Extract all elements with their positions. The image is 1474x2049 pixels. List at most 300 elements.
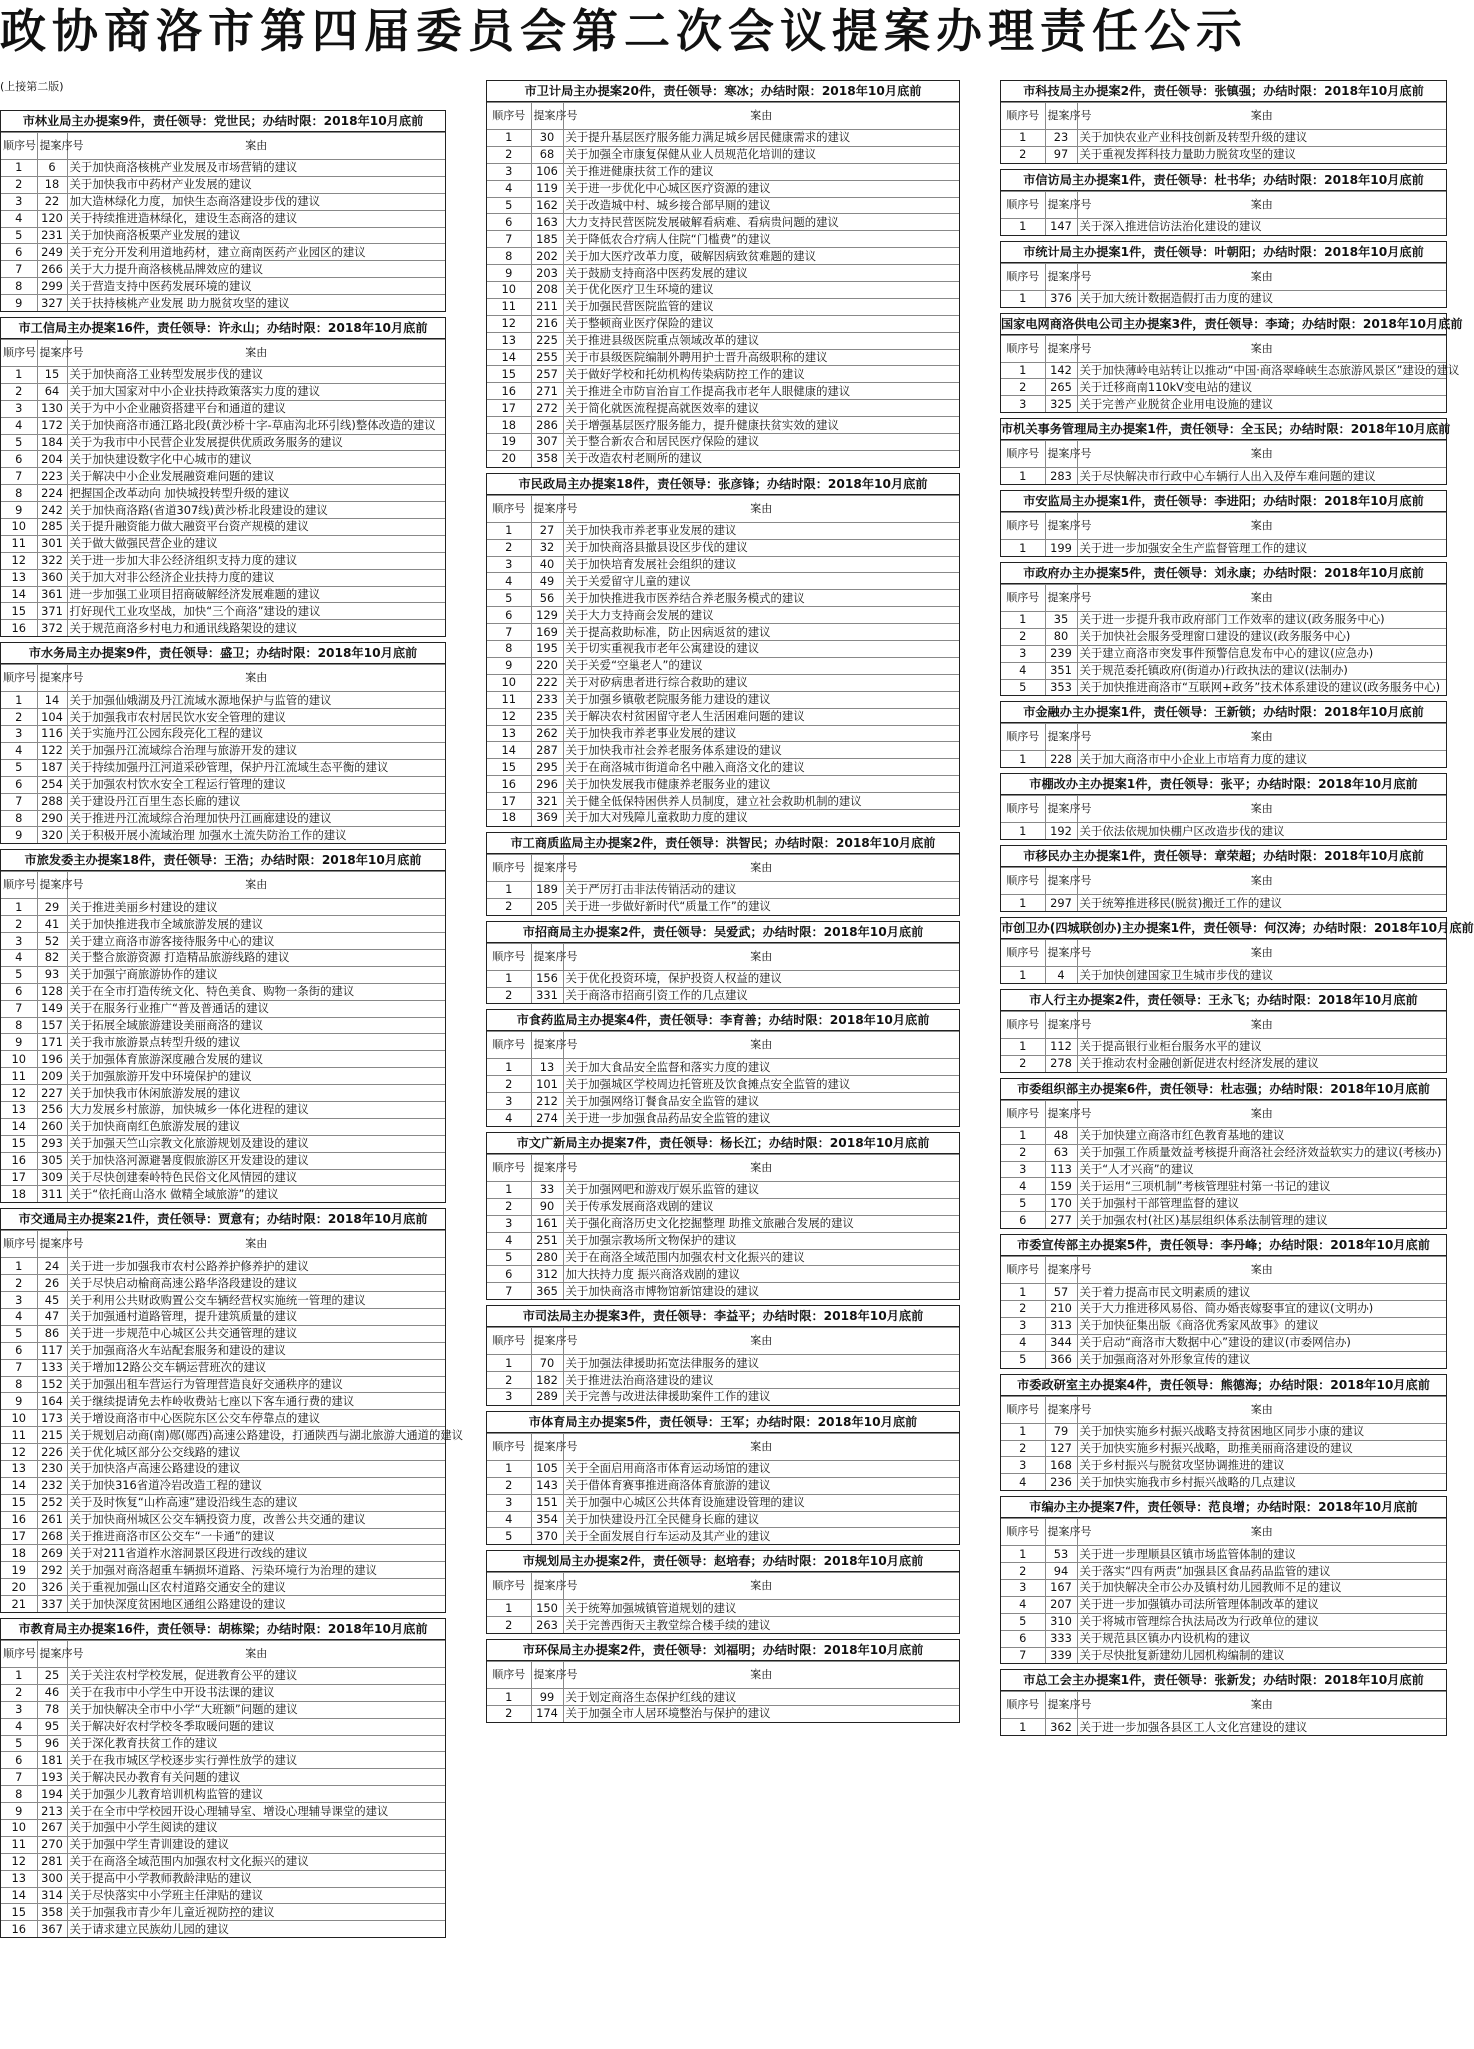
block-header: 市教育局主办提案16件，责任领导：胡栋梁；办结时限：2018年10月底前: [1, 1619, 445, 1640]
header-proposal-no: 提案序号: [37, 872, 67, 899]
row-seq: 1: [1001, 290, 1045, 306]
row-proposal-no: 151: [531, 1494, 563, 1511]
row-case: 关于加快社会服务受理窗口建设的建议(政务服务中心): [1077, 628, 1446, 645]
row-proposal-no: 204: [37, 451, 67, 468]
row-seq: 12: [1, 1853, 37, 1870]
row-case: 关于重视发挥科技力量助力脱贫攻坚的建议: [1077, 146, 1446, 162]
table-row: [1, 227, 445, 244]
row-case: 关于重视加强山区农村道路交通安全的建议: [67, 1579, 445, 1596]
table-row: [487, 590, 959, 607]
row-case: 关于建立商洛市突发事件预警信息发布中心的建议(应急办): [1077, 645, 1446, 662]
header-seq: 顺序号: [487, 495, 531, 522]
row-case: 关于加快商洛市博物馆新馆建设的建议: [563, 1283, 959, 1299]
row-case: 关于加强对商洛超重车辆损坏道路、污染环境行为治理的建议: [67, 1562, 445, 1579]
row-case: 关于完善产业脱贫企业用电设施的建议: [1077, 396, 1446, 412]
table-header-row: [1, 133, 445, 160]
proposal-block: [1000, 1669, 1447, 1736]
row-proposal-no: 184: [37, 434, 67, 451]
row-case: 关于加快我市养老事业发展的建议: [563, 522, 959, 539]
block-header: 市司法局主办提案3件，责任领导：李益平；办结时限：2018年10月底前: [487, 1306, 959, 1327]
table-row: [487, 315, 959, 332]
table-row: [1001, 290, 1446, 306]
proposal-table: [487, 495, 959, 826]
header-case: 案由: [563, 103, 959, 130]
header-seq: 顺序号: [1001, 1100, 1045, 1127]
row-seq: 1: [1, 692, 37, 709]
header-proposal-no: 提案序号: [37, 340, 67, 367]
row-seq: 12: [487, 708, 531, 725]
proposal-block: [1000, 917, 1474, 984]
row-seq: 3: [1001, 1161, 1045, 1178]
row-case: 关于尽快落实中小学班主任津贴的建议: [67, 1887, 445, 1904]
table-row: [1, 1101, 445, 1118]
row-proposal-no: 242: [37, 502, 67, 519]
header-seq: 顺序号: [1001, 335, 1045, 362]
row-proposal-no: 333: [1045, 1630, 1077, 1647]
row-case: 关于对矽病患者进行综合救助的建议: [563, 674, 959, 691]
row-case: 关于“依托商山洛水 做精全域旅游”的建议: [67, 1186, 445, 1202]
table-row: [487, 624, 959, 641]
row-seq: 9: [487, 657, 531, 674]
table-header-row: [1001, 585, 1446, 612]
proposal-table: [1001, 867, 1446, 911]
header-seq: 顺序号: [1, 1231, 37, 1258]
row-proposal-no: 227: [37, 1085, 67, 1102]
table-row: [1, 1275, 445, 1292]
table-row: [487, 450, 959, 466]
table-row: [1001, 1546, 1446, 1563]
row-seq: 1: [487, 1181, 531, 1198]
row-case: 关于进一步加强各县区工人文化宫建设的建议: [1077, 1719, 1446, 1735]
row-proposal-no: 152: [37, 1376, 67, 1393]
table-row: [1, 552, 445, 569]
block-header: 市安监局主办提案1件，责任领导：李进阳；办结时限：2018年10月底前: [1001, 491, 1446, 512]
row-seq: 2: [487, 1372, 531, 1389]
table-row: [1, 1562, 445, 1579]
table-row: [1, 933, 445, 950]
header-seq: 顺序号: [1001, 796, 1045, 823]
proposal-block: [1000, 1374, 1447, 1492]
table-row: [1, 1308, 445, 1325]
row-seq: 14: [1, 1477, 37, 1494]
proposal-table: [1001, 1256, 1446, 1367]
header-case: 案由: [67, 1641, 445, 1668]
row-proposal-no: 30: [531, 130, 563, 147]
row-proposal-no: 210: [1045, 1301, 1077, 1318]
table-row: [1, 949, 445, 966]
table-row: [487, 1689, 959, 1706]
row-seq: 16: [487, 383, 531, 400]
row-case: 关于优化医疗卫生环境的建议: [563, 282, 959, 299]
table-row: [487, 776, 959, 793]
block-header: 市委组织部主办提案6件，责任领导：杜志强；办结时限：2018年10月底前: [1001, 1079, 1446, 1100]
row-case: 关于进一步规范中心城区公共交通管理的建议: [67, 1325, 445, 1342]
row-seq: 21: [1, 1596, 37, 1612]
header-case: 案由: [1077, 103, 1446, 130]
proposal-block: [486, 1132, 960, 1300]
row-proposal-no: 157: [37, 1017, 67, 1034]
header-proposal-no: 提案序号: [531, 854, 563, 881]
row-proposal-no: 22: [37, 193, 67, 210]
table-row: [1001, 1334, 1446, 1351]
table-row: [1, 417, 445, 434]
row-proposal-no: 99: [531, 1689, 563, 1706]
proposal-block: [486, 1639, 960, 1723]
table-row: [1, 916, 445, 933]
table-row: [1, 434, 445, 451]
table-header-row: [1001, 513, 1446, 540]
row-case: 关于加强网络订餐食品安全监管的建议: [563, 1093, 959, 1110]
row-case: 关于加快农业产业科技创新及转型升级的建议: [1077, 130, 1446, 147]
proposal-block: [1000, 989, 1447, 1073]
table-row: [487, 987, 959, 1003]
row-case: 关于加快商洛县撤县设区步伐的建议: [563, 539, 959, 556]
row-proposal-no: 128: [37, 983, 67, 1000]
row-case: 关于优化城区部分公交线路的建议: [67, 1444, 445, 1461]
row-proposal-no: 300: [37, 1870, 67, 1887]
row-case: 关于解决好农村学校冬季取暖问题的建议: [67, 1718, 445, 1735]
row-seq: 11: [487, 298, 531, 315]
row-case: 关于落实“四有两责”加强县区食品药品监管的建议: [1077, 1563, 1446, 1580]
table-row: [1, 810, 445, 827]
row-seq: 1: [487, 522, 531, 539]
table-row: [487, 146, 959, 163]
header-seq: 顺序号: [487, 103, 531, 130]
row-seq: 8: [1, 1376, 37, 1393]
row-proposal-no: 41: [37, 916, 67, 933]
table-row: [487, 130, 959, 147]
row-seq: 5: [1, 434, 37, 451]
row-proposal-no: 182: [531, 1372, 563, 1389]
row-case: 加大扶持力度 振兴商洛戏剧的建议: [563, 1266, 959, 1283]
table-row: [487, 1181, 959, 1198]
row-case: 关于进一步做好新时代“质量工作”的建议: [563, 898, 959, 914]
table-row: [1001, 1178, 1446, 1195]
table-row: [1, 1596, 445, 1612]
proposal-table: [1001, 1691, 1446, 1735]
row-proposal-no: 45: [37, 1292, 67, 1309]
row-seq: 7: [1, 1769, 37, 1786]
row-seq: 16: [487, 776, 531, 793]
row-proposal-no: 78: [37, 1701, 67, 1718]
row-case: 关于加快洛河源避暑度假旅游区开发建设的建议: [67, 1152, 445, 1169]
row-case: 关于加大商洛市中小企业上市培育力度的建议: [1077, 751, 1446, 767]
row-seq: 6: [1, 1752, 37, 1769]
row-seq: 1: [1001, 218, 1045, 234]
table-row: [1, 193, 445, 210]
row-case: 关于规范委托镇政府(街道办)行政执法的建议(法制办): [1077, 662, 1446, 679]
proposal-block: [1000, 80, 1447, 164]
row-case: 关于营造支持中医药发展环境的建议: [67, 278, 445, 295]
row-case: 关于加快解决全市中小学“大班额”问题的建议: [67, 1701, 445, 1718]
row-proposal-no: 297: [1045, 895, 1077, 911]
proposal-table: [1, 1640, 445, 1937]
table-row: [487, 1249, 959, 1266]
row-proposal-no: 311: [37, 1186, 67, 1202]
row-case: 关于全面发展自行车运动及其产业的建议: [563, 1528, 959, 1544]
row-proposal-no: 106: [531, 163, 563, 180]
header-case: 案由: [1077, 513, 1446, 540]
row-proposal-no: 369: [531, 809, 563, 825]
row-proposal-no: 269: [37, 1545, 67, 1562]
row-case: 关于加大对非公经济企业扶持力度的建议: [67, 569, 445, 586]
table-row: [1001, 895, 1446, 911]
row-case: 关于加大统计数据造假打击力度的建议: [1077, 290, 1446, 306]
row-seq: 1: [1001, 823, 1045, 839]
row-proposal-no: 372: [37, 620, 67, 636]
table-row: [1001, 468, 1446, 484]
row-seq: 1: [1001, 1546, 1045, 1563]
row-seq: 2: [487, 1706, 531, 1722]
row-seq: 8: [487, 248, 531, 265]
row-seq: 1: [1, 1258, 37, 1275]
row-case: 关于在全市中学校园开设心理辅导室、增设心理辅导课堂的建议: [67, 1803, 445, 1820]
row-case: 关于整顿商业医疗保险的建议: [563, 315, 959, 332]
header-seq: 顺序号: [1, 340, 37, 367]
row-seq: 13: [1, 569, 37, 586]
row-proposal-no: 195: [531, 641, 563, 658]
row-seq: 2: [1001, 628, 1045, 645]
proposal-table: [1001, 1518, 1446, 1663]
row-case: 关于加快商洛板栗产业发展的建议: [67, 227, 445, 244]
header-seq: 顺序号: [487, 1328, 531, 1355]
row-case: 关于加快商南红色旅游发展的建议: [67, 1118, 445, 1135]
table-row: [487, 1372, 959, 1389]
block-header: 市食药监局主办提案4件，责任领导：李育善；办结时限：2018年10月底前: [487, 1010, 959, 1031]
row-proposal-no: 48: [1045, 1127, 1077, 1144]
row-case: 关于提升融资能力做大融资平台资产规模的建议: [67, 519, 445, 536]
header-proposal-no: 提案序号: [1045, 1519, 1077, 1546]
row-proposal-no: 205: [531, 898, 563, 914]
table-row: [1001, 540, 1446, 556]
row-seq: 9: [1, 1803, 37, 1820]
row-seq: 4: [1, 949, 37, 966]
table-header-row: [1, 340, 445, 367]
block-header: 市林业局主办提案9件，责任领导：党世民；办结时限：2018年10月底前: [1, 111, 445, 132]
row-case: 关于加强网吧和游戏厅娱乐监管的建议: [563, 1181, 959, 1198]
table-header-row: [1001, 1012, 1446, 1039]
header-proposal-no: 提案序号: [1045, 1396, 1077, 1423]
row-seq: 10: [487, 674, 531, 691]
table-row: [1, 1786, 445, 1803]
header-seq: 顺序号: [1, 872, 37, 899]
row-case: 关于推进商洛市区公交车“一卡通”的建议: [67, 1528, 445, 1545]
row-proposal-no: 231: [37, 227, 67, 244]
table-row: [1, 1258, 445, 1275]
row-proposal-no: 57: [1045, 1284, 1077, 1301]
table-row: [1001, 612, 1446, 629]
header-seq: 顺序号: [1001, 441, 1045, 468]
row-seq: 17: [487, 400, 531, 417]
row-case: 关于建设丹江百里生态长廊的建议: [67, 793, 445, 810]
row-case: 关于统筹加强城镇管道规划的建议: [563, 1600, 959, 1617]
table-row: [1, 1135, 445, 1152]
row-proposal-no: 171: [37, 1034, 67, 1051]
table-row: [487, 1059, 959, 1076]
row-case: 关于鼓励支持商洛中医药发展的建议: [563, 265, 959, 282]
row-case: 关于加强少儿教育培训机构监管的建议: [67, 1786, 445, 1803]
header-seq: 顺序号: [487, 1433, 531, 1460]
table-row: [1, 1068, 445, 1085]
row-seq: 15: [1, 603, 37, 620]
row-seq: 4: [487, 1232, 531, 1249]
row-proposal-no: 252: [37, 1494, 67, 1511]
table-row: [1001, 823, 1446, 839]
row-case: 关于加快我市中药材产业发展的建议: [67, 176, 445, 193]
row-proposal-no: 49: [531, 573, 563, 590]
table-row: [1, 1342, 445, 1359]
row-seq: 4: [1001, 1474, 1045, 1490]
row-seq: 18: [487, 809, 531, 825]
row-seq: 4: [1001, 1596, 1045, 1613]
row-seq: 3: [487, 163, 531, 180]
proposal-table: [1001, 102, 1446, 163]
row-proposal-no: 101: [531, 1076, 563, 1093]
row-seq: 3: [1, 193, 37, 210]
proposal-table: [1001, 512, 1446, 556]
table-row: [1, 1853, 445, 1870]
block-header: 市金融办主办提案1件，责任领导：王新锁；办结时限：2018年10月底前: [1001, 702, 1446, 723]
row-case: 关于简化就医流程提高就医效率的建议: [563, 400, 959, 417]
row-case: 关于加强中小学生阅读的建议: [67, 1820, 445, 1837]
table-row: [487, 522, 959, 539]
table-header-row: [1001, 1396, 1446, 1423]
block-header: 市规划局主办提案2件，责任领导：赵培春；办结时限：2018年10月底前: [487, 1551, 959, 1572]
row-seq: 6: [487, 214, 531, 231]
header-case: 案由: [563, 1662, 959, 1689]
row-seq: 10: [1, 1410, 37, 1427]
row-seq: 14: [487, 349, 531, 366]
row-proposal-no: 189: [531, 881, 563, 898]
row-case: 关于进一步理顺县区镇市场监管体制的建议: [1077, 1546, 1446, 1563]
table-row: [1, 726, 445, 743]
row-proposal-no: 320: [37, 827, 67, 843]
row-seq: 15: [487, 759, 531, 776]
table-row: [1, 1904, 445, 1921]
table-row: [1, 1735, 445, 1752]
row-case: 关于加强仙娥湖及丹江流域水源地保护与监管的建议: [67, 692, 445, 709]
row-proposal-no: 232: [37, 1477, 67, 1494]
header-proposal-no: 提案序号: [531, 1573, 563, 1600]
table-row: [1, 1359, 445, 1376]
row-case: 关于加快商洛路(省道307线)黄沙桥北段建设的建议: [67, 502, 445, 519]
table-row: [1001, 1423, 1446, 1440]
row-proposal-no: 142: [1045, 362, 1077, 379]
row-case: 关于迁移商南110kV变电站的建议: [1077, 379, 1446, 396]
row-proposal-no: 358: [37, 1904, 67, 1921]
row-case: 进一步加强工业项目招商破解经济发展难题的建议: [67, 586, 445, 603]
row-proposal-no: 127: [1045, 1440, 1077, 1457]
row-proposal-no: 52: [37, 933, 67, 950]
table-row: [1001, 1039, 1446, 1056]
row-seq: 1: [1001, 1127, 1045, 1144]
row-seq: 20: [1, 1579, 37, 1596]
row-seq: 3: [487, 556, 531, 573]
row-case: 关于加强农村(社区)基层组织体系法制管理的建议: [1077, 1212, 1446, 1228]
row-proposal-no: 29: [37, 899, 67, 916]
row-case: 打好现代工业攻坚战，加快“三个商洛”建设的建议: [67, 603, 445, 620]
row-case: 关于解决民办教育有关问题的建议: [67, 1769, 445, 1786]
table-row: [1, 569, 445, 586]
row-case: 关于推动农村金融创新促进农村经济发展的建议: [1077, 1055, 1446, 1071]
row-case: 关于持续推进造林绿化，建设生态商洛的建议: [67, 210, 445, 227]
header-seq: 顺序号: [1001, 1519, 1045, 1546]
row-proposal-no: 4: [1045, 967, 1077, 983]
row-case: 关于切实重视我市老年公寓建设的建议: [563, 641, 959, 658]
row-seq: 6: [1001, 1630, 1045, 1647]
table-row: [487, 1355, 959, 1372]
row-proposal-no: 358: [531, 450, 563, 466]
header-case: 案由: [563, 1032, 959, 1059]
row-case: 关于加强出租车营运行为管理营造良好交通秩序的建议: [67, 1376, 445, 1393]
row-case: 关于做大做强民营企业的建议: [67, 535, 445, 552]
table-row: [487, 1460, 959, 1477]
table-row: [487, 1494, 959, 1511]
row-case: 关于请求建立民族幼儿园的建议: [67, 1921, 445, 1937]
table-row: [487, 657, 959, 674]
row-seq: 15: [1, 1135, 37, 1152]
row-proposal-no: 322: [37, 552, 67, 569]
proposal-table: [487, 1327, 959, 1405]
block-header: 市体育局主办提案5件，责任领导：王军；办结时限：2018年10月底前: [487, 1412, 959, 1433]
row-seq: 14: [487, 742, 531, 759]
table-header-row: [487, 854, 959, 881]
row-case: 关于尽快创建秦岭特色民俗文化风情园的建议: [67, 1169, 445, 1186]
table-row: [1, 983, 445, 1000]
row-seq: 13: [1, 1461, 37, 1478]
row-seq: 11: [487, 691, 531, 708]
row-seq: 3: [487, 1494, 531, 1511]
header-seq: 顺序号: [1001, 1012, 1045, 1039]
proposal-table: [1001, 795, 1446, 839]
table-row: [1, 1186, 445, 1202]
row-case: 关于全面启用商洛市体育运动场馆的建议: [563, 1460, 959, 1477]
row-proposal-no: 97: [1045, 146, 1077, 162]
row-case: 关于推进健康扶贫工作的建议: [563, 163, 959, 180]
proposal-block: [0, 849, 446, 1203]
header-proposal-no: 提案序号: [1045, 513, 1077, 540]
table-row: [1001, 751, 1446, 767]
row-seq: 18: [487, 417, 531, 434]
row-proposal-no: 70: [531, 1355, 563, 1372]
header-case: 案由: [563, 495, 959, 522]
row-seq: 1: [1001, 1423, 1045, 1440]
row-case: 关于加快发展我市健康养老服务业的建议: [563, 776, 959, 793]
row-case: 关于在商洛城市街道命名中融入商洛文化的建议: [563, 759, 959, 776]
table-row: [1, 1528, 445, 1545]
row-seq: 7: [1, 793, 37, 810]
row-case: 关于对211省道柞水溶洞景区段进行改线的建议: [67, 1545, 445, 1562]
row-case: 关于市县级医院编制外聘用护士晋升高级职称的建议: [563, 349, 959, 366]
block-header: 市环保局主办提案2件，责任领导：刘福明；办结时限：2018年10月底前: [487, 1640, 959, 1661]
row-seq: 1: [1001, 967, 1045, 983]
table-row: [487, 180, 959, 197]
table-row: [487, 298, 959, 315]
row-case: 关于统筹推进移民(脱贫)搬迁工作的建议: [1077, 895, 1446, 911]
table-header-row: [487, 1433, 959, 1460]
header-seq: 顺序号: [1001, 103, 1045, 130]
row-proposal-no: 162: [531, 197, 563, 214]
row-seq: 8: [1, 1017, 37, 1034]
row-proposal-no: 47: [37, 1308, 67, 1325]
table-row: [1, 1376, 445, 1393]
table-row: [487, 759, 959, 776]
table-header-row: [1001, 724, 1446, 751]
table-row: [1, 1051, 445, 1068]
header-case: 案由: [563, 1433, 959, 1460]
proposal-table: [1001, 584, 1446, 695]
row-seq: 12: [487, 315, 531, 332]
